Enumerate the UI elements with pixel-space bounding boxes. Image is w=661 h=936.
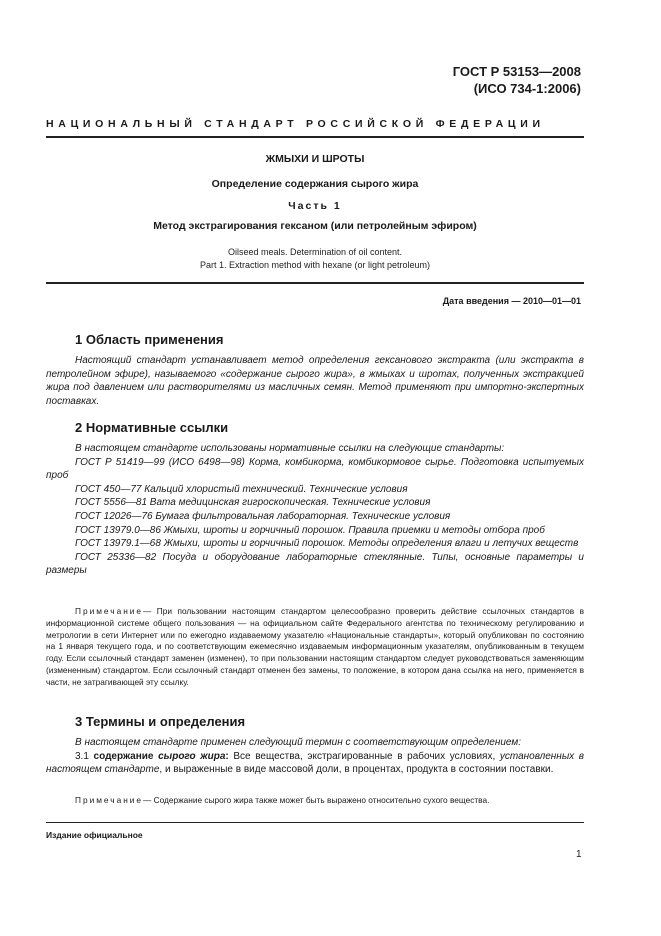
gost-header (453, 63, 581, 97)
section-2-intro: В настоящем стандарте использованы нормативные ссылки на следующие стандарты: (75, 443, 505, 454)
reference-item: ГОСТ 5556—81 Вата медицинская гигроскопическая. Технические условия (75, 497, 431, 509)
section-3-body (46, 736, 584, 777)
section-1-heading: 1 Область применения (75, 332, 224, 347)
section-2-body (46, 442, 584, 578)
note-text: — При пользовании настоящим стандартом целесообразно проверить действие ссылочных стандартов в информационной системе общего пользования — на официальном сайте Федерального агентства по техническому регулированию и метрологии в сети Интернет или по ежегодно издаваемому указателю «Национальные стандарты», который опубликован по состоянию на 1 января текущего года, и по соответствующим ежемесячно издаваемым информационным указателям, опубликованным в текущем году. Если ссылочный стандарт заменен (изменен), то при пользовании настоящим стандартом следует руководствоваться заменяющим (измененным) стандартом. Если ссылочный стандарт отменен без замены, то положение, в котором дана ссылка на него, применяется в части, не затрагивающей эту ссылку. (46, 606, 584, 687)
term-def-b: , и выраженные в виде массовой доли, в процентах, продукта в состоянии поставки. (159, 764, 554, 776)
section-3-note (46, 795, 584, 807)
title-method: Метод экстрагирования гексаном (или петролейным эфиром) (153, 220, 477, 232)
section-3-heading: 3 Термины и определения (75, 714, 246, 729)
title-main: ЖМЫХИ И ШРОТЫ (265, 153, 365, 165)
english-title-1: Oilseed meals. Determination of oil content. (227, 247, 403, 257)
term-name-b: сырого жира (158, 750, 226, 762)
footer-rule (46, 822, 584, 823)
term-colon: : (225, 750, 229, 762)
title-part: Часть 1 (288, 200, 342, 212)
term-name-a: содержание (93, 750, 159, 762)
reference-item: ГОСТ 450—77 Кальций хлористый технический. Технические условия (75, 483, 408, 495)
section-1-body (46, 354, 584, 408)
reference-item: ГОСТ 25336—82 Посуда и оборудование лабораторные стеклянные. Типы, основные параметры и размеры (46, 551, 584, 577)
note-label: Примечание (75, 606, 144, 616)
iso-number: (ИСО 734-1:2006) (473, 81, 581, 96)
reference-item: ГОСТ 13979.1—68 Жмыхи, шроты и горчичный порошок. Методы определения влаги и летучих веществ (75, 538, 579, 550)
title-subtitle: Определение содержания сырого жира (211, 178, 419, 190)
term-def-a: Все вещества, экстрагированные в рабочих условиях, (228, 750, 500, 762)
gost-number: ГОСТ Р 53153—2008 (452, 64, 581, 79)
note-text: — Содержание сырого жира также может быть выражено относительно сухого вещества. (143, 795, 490, 805)
reference-item: ГОСТ 13979.0—86 Жмыхи, шроты и горчичный порошок. Правила приемки и методы отбора проб (75, 524, 545, 536)
term-number: 3.1 (75, 750, 89, 762)
section-2-heading: 2 Нормативные ссылки (75, 420, 229, 435)
top-rule (46, 136, 584, 138)
official-edition: Издание официальное (46, 830, 143, 840)
title-rule (46, 282, 584, 284)
note-label: Примечание (75, 795, 144, 805)
reference-item: ГОСТ 12026—76 Бумага фильтровальная лабораторная. Технические условия (75, 510, 451, 522)
section-3-intro: В настоящем стандарте применен следующий термин с соответствующим определением: (75, 737, 521, 748)
english-title-2: Part 1. Extraction method with hexane (or light petroleum) (199, 260, 431, 270)
national-standard-line: НАЦИОНАЛЬНЫЙ СТАНДАРТ РОССИЙСКОЙ ФЕДЕРАЦИИ (46, 118, 545, 130)
term-def-italic: установленных в настоящем стандарте (46, 750, 585, 776)
term-definition (46, 750, 584, 777)
page-number: 1 (576, 849, 582, 860)
reference-item: ГОСТ Р 51419—99 (ИСО 6498—98) Корма, комбикорма, комбикормовое сырье. Подготовка испытуемых проб (46, 456, 584, 482)
introduction-date: Дата введения — 2010—01—01 (442, 296, 581, 306)
section-2-note (46, 606, 584, 689)
section-1-text: Настоящий стандарт устанавливает метод определения гексанового экстракта (или экстракта в петролейном эфире), называемого «содержание сырого жира», в жмыхах и шротах, полученных экстракцией жира под давлением или растворителями из масличных семян. Метод применяют при импортно-экспертных поставках. (46, 355, 584, 407)
